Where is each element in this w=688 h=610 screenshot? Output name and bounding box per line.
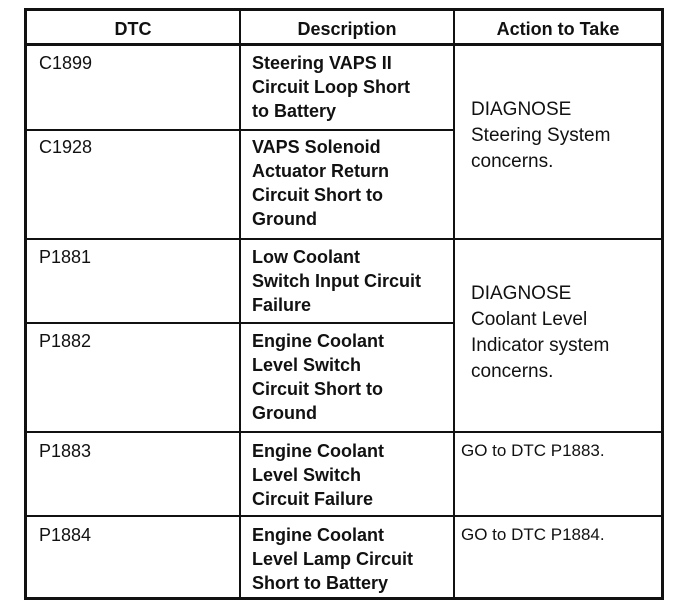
dtc-description: Engine Coolant Level Switch Circuit Short to Ground — [252, 331, 384, 423]
dtc-description: Engine Coolant Level Switch Circuit Failure — [252, 441, 384, 509]
action-steering: DIAGNOSE Steering System concerns. — [471, 99, 611, 172]
dtc-code: P1884 — [39, 525, 92, 545]
dtc-code: C1899 — [39, 53, 93, 73]
header-description: Description — [297, 19, 397, 39]
dtc-description: Steering VAPS II Circuit Loop Short to Battery — [252, 53, 410, 121]
action-p1883: GO to DTC P1883. — [461, 441, 605, 460]
dtc-description: Low Coolant Switch Input Circuit Failure — [252, 247, 421, 315]
row-divider-4 — [27, 431, 661, 433]
dtc-code: P1882 — [39, 331, 92, 351]
action-coolant: DIAGNOSE Coolant Level Indicator system concerns. — [471, 283, 610, 382]
header-divider — [27, 43, 661, 46]
column-divider-1 — [239, 11, 241, 597]
row-divider-3 — [27, 322, 453, 324]
dtc-code: P1881 — [39, 247, 92, 267]
header-action: Action to Take — [496, 19, 620, 39]
dtc-description: VAPS Solenoid Actuator Return Circuit Short to Ground — [252, 137, 390, 229]
row-divider-2 — [27, 238, 661, 240]
header-dtc: DTC — [114, 19, 152, 39]
row-divider-5 — [27, 515, 661, 517]
row-divider-1 — [27, 129, 453, 131]
dtc-code: P1883 — [39, 441, 92, 461]
action-p1884: GO to DTC P1884. — [461, 525, 605, 544]
dtc-description: Engine Coolant Level Lamp Circuit Short to Battery — [252, 525, 414, 593]
dtc-code: C1928 — [39, 137, 93, 157]
column-divider-2 — [453, 11, 455, 597]
dtc-table — [24, 8, 664, 600]
